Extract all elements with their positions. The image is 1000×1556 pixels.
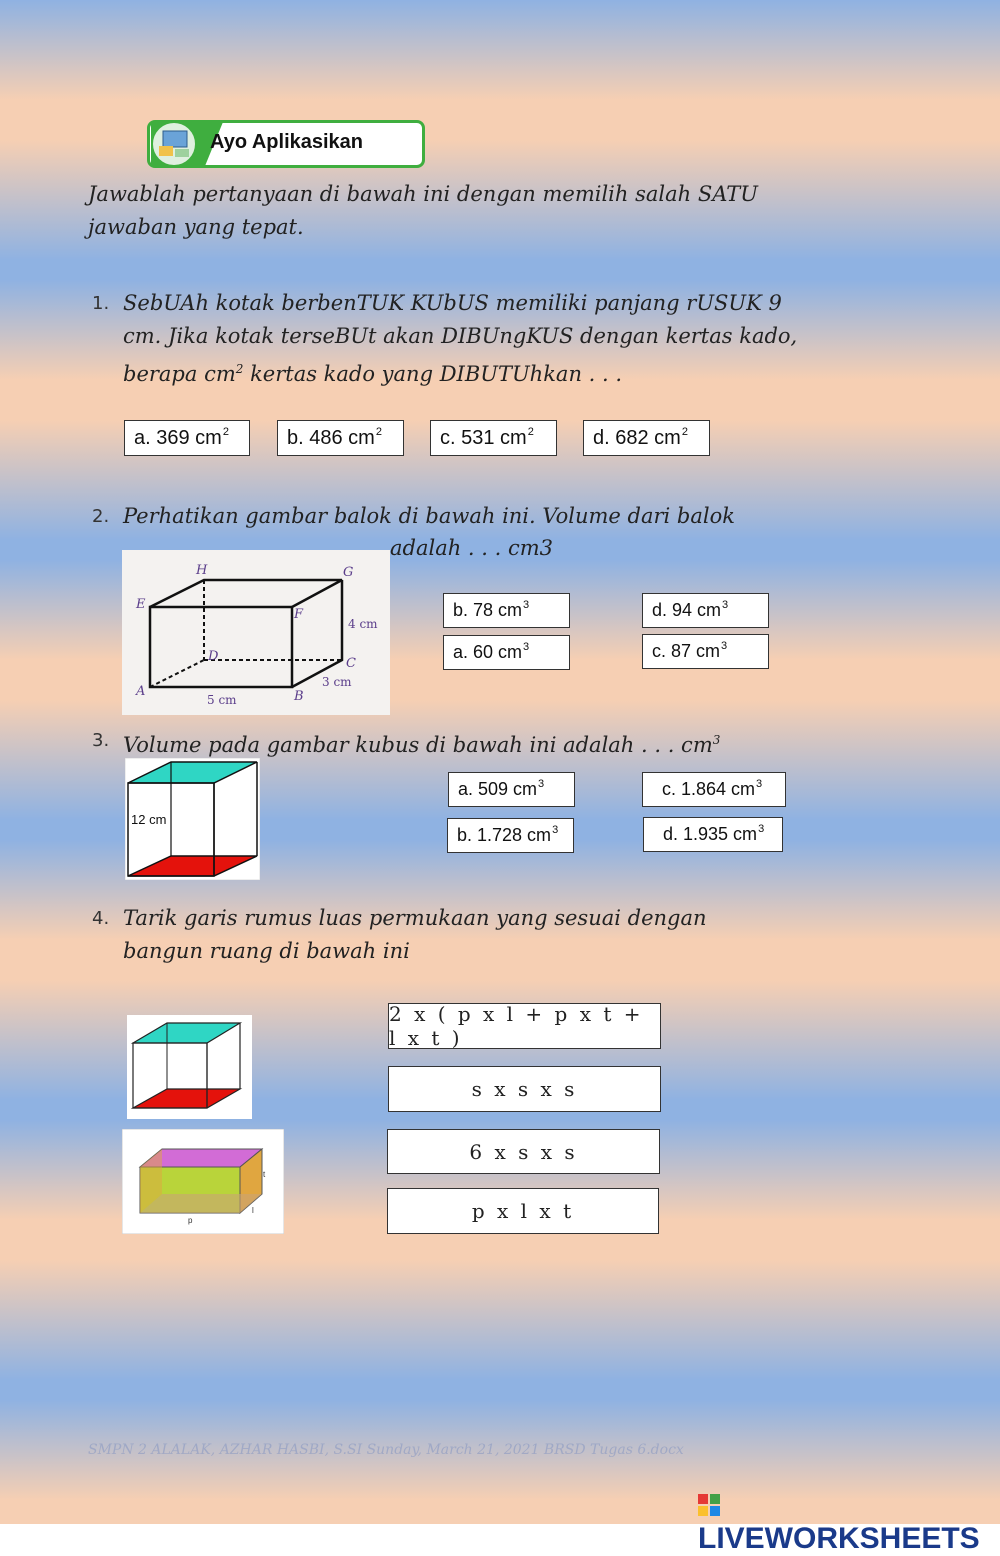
- q3-edge-label: 12 cm: [131, 812, 167, 827]
- q2-line1: Perhatikan gambar balok di bawah ini. Volume dari balok: [123, 504, 735, 528]
- q4-number: 4.: [92, 908, 110, 929]
- formula-box-1[interactable]: 2 x ( p x l + p x t + l x t ): [388, 1003, 661, 1049]
- q4-line2: bangun ruang di bawah ini: [123, 939, 410, 963]
- q1-option-d[interactable]: d. 682 cm $^2$: [583, 420, 710, 456]
- q2-option-a[interactable]: a. 60 cm $^3$: [443, 635, 570, 670]
- q4-line1: Tarik garis rumus luas permukaan yang sesuai dengan: [123, 906, 707, 930]
- label-b: B: [294, 689, 304, 704]
- formula-box-4[interactable]: p x l x t: [387, 1188, 659, 1234]
- brand-logo[interactable]: [698, 1488, 1000, 1556]
- q2-line2: adalah . . . cm3: [390, 536, 554, 560]
- q3-number: 3.: [92, 730, 110, 751]
- q3-option-d[interactable]: d. 1.935 cm $^3$: [643, 817, 783, 852]
- formula-box-2[interactable]: s x s x s: [388, 1066, 661, 1112]
- instructions-line1: Jawablah pertanyaan di bawah ini dengan memilih salah SATU: [88, 182, 758, 206]
- label-width: 3 cm: [322, 675, 352, 689]
- q3-option-b[interactable]: b. 1.728 cm $^3$: [447, 818, 574, 853]
- q2-option-b[interactable]: b. 78 cm $^3$: [443, 593, 570, 628]
- q3-cube-figure: [125, 758, 260, 880]
- label-d: D: [208, 649, 219, 664]
- label-f: F: [294, 607, 304, 622]
- q1-option-a[interactable]: a. 369 cm $^2$: [124, 420, 250, 456]
- q1-option-b[interactable]: b. 486 cm $^2$: [277, 420, 404, 456]
- q3-option-a[interactable]: a. 509 cm $^3$: [448, 772, 575, 807]
- q2-number: 2.: [92, 506, 110, 527]
- q1-line2: cm. Jika kotak terseBUt akan DIBUngKUS dengan kertas kado,: [123, 324, 798, 348]
- instructions-line2: jawaban yang tepat.: [88, 215, 304, 239]
- q1-number: 1.: [92, 293, 110, 314]
- formula-box-3[interactable]: 6 x s x s: [387, 1129, 660, 1174]
- q4-label-p: p: [188, 1216, 193, 1225]
- label-g: G: [343, 565, 354, 580]
- label-c: C: [346, 656, 356, 671]
- q4-label-l: l: [252, 1206, 254, 1215]
- q1-option-c[interactable]: c. 531 cm $^2$: [430, 420, 557, 456]
- q2-cuboid-figure: [122, 550, 390, 715]
- q2-option-d[interactable]: d. 94 cm $^3$: [642, 593, 769, 628]
- label-h: H: [196, 563, 208, 578]
- label-length: 5 cm: [207, 693, 237, 707]
- q1-line1: SebUAh kotak berbenTUK KUbUS memiliki panjang rUSUK 9: [123, 291, 782, 315]
- label-height: 4 cm: [348, 617, 378, 631]
- document-footer: SMPN 2 ALALAK, AZHAR HASBI, S.SI Sunday, March 21, 2021 BRSD Tugas 6.docx: [88, 1442, 684, 1458]
- q3-line1: Volume pada gambar kubus di bawah ini adalah . . . $cm^3$: [123, 733, 721, 757]
- q4-cuboid-figure[interactable]: [122, 1129, 284, 1234]
- q3-option-c[interactable]: c. 1.864 cm $^3$: [642, 772, 786, 807]
- label-a: A: [136, 684, 146, 699]
- q4-cube-figure[interactable]: [127, 1015, 252, 1119]
- brand-name: LIVEWORKSHEETS: [698, 1522, 980, 1555]
- liveworksheets-icon: [698, 1494, 720, 1516]
- q2-option-c[interactable]: c. 87 cm $^3$: [642, 634, 769, 669]
- badge-label: Ayo Aplikasikan: [210, 131, 364, 153]
- q1-line3: berapa $cm^2$ kertas kado yang DIBUTUhkan . . .: [123, 362, 623, 386]
- label-e: E: [136, 597, 146, 612]
- q4-label-t: t: [263, 1170, 266, 1179]
